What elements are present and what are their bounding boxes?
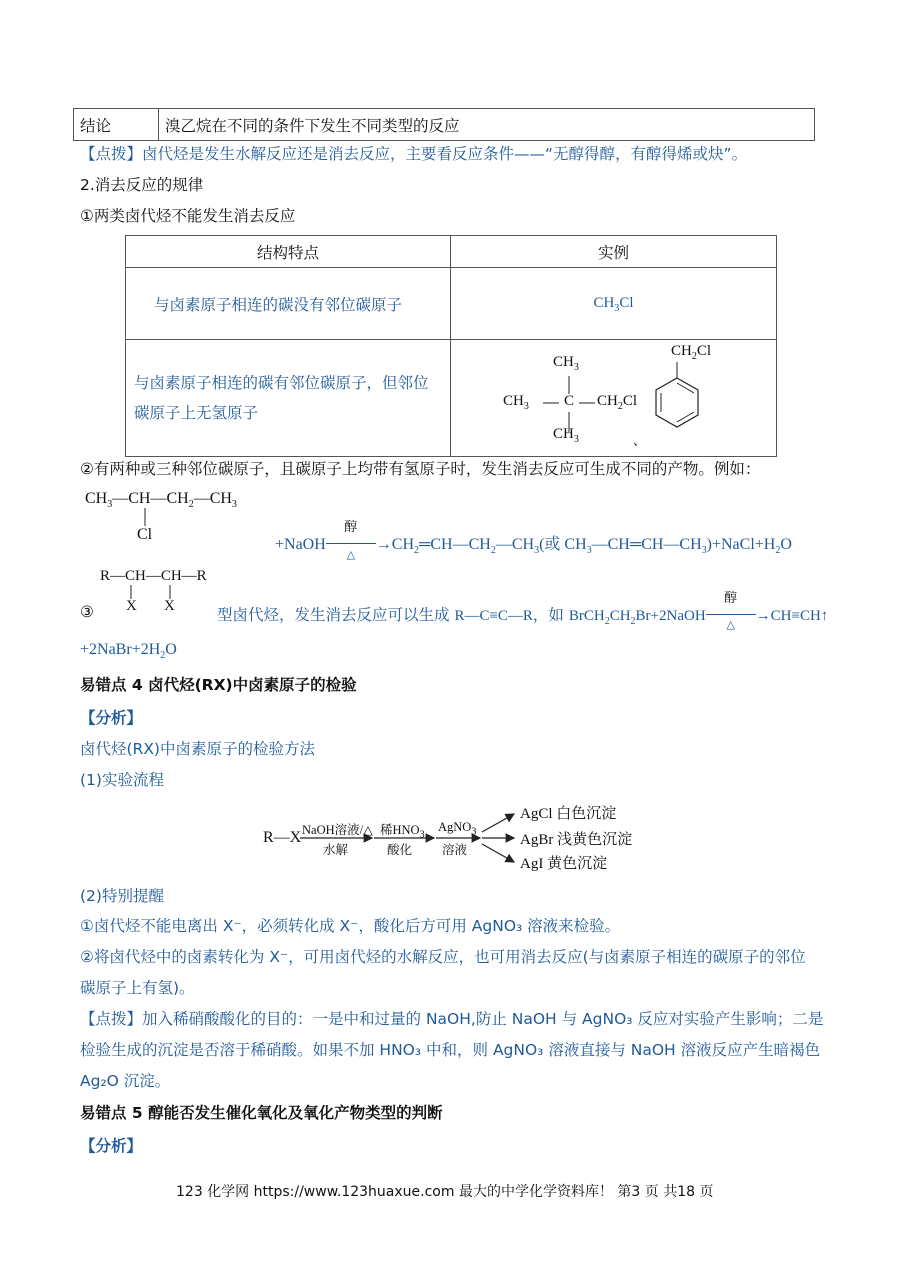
reminder-title: (2)特别提醒 — [80, 887, 164, 905]
flow-step2-bottom: 酸化 — [387, 842, 413, 857]
item-1-title: ①两类卤代烃不能发生消去反应 — [80, 207, 296, 225]
item3-continuation: $+2NaBr+2H_2O$ — [80, 641, 177, 662]
flow-step1-bottom: 水解 — [323, 842, 349, 857]
analysis-tag: 【分析】 — [80, 709, 143, 727]
flow-result-agi: AgI 黄色沉淀 — [520, 856, 608, 872]
reminder-1: ①卤代烃不能电离出 X⁻，必须转化成 X⁻，酸化后方可用 AgNO₃ 溶液来检验。 — [80, 917, 621, 935]
struct-separator: 、 — [633, 434, 647, 449]
rules-table — [125, 235, 777, 457]
reminder-2-line1: ②将卤代烃中的卤素转化为 X⁻，可用卤代烃的水解反应，也可用消去反应(与卤素原子相连的碳原子的邻位 — [80, 948, 806, 966]
section-2-title: 2.消去反应的规律 — [80, 176, 204, 194]
item3-number: ③ — [80, 603, 94, 621]
tip-1 — [80, 142, 747, 164]
rules-row2-feature: 与卤素原子相连的碳有邻位碳原子，但邻位 碳原子上无氢原子 — [126, 340, 451, 457]
item3-struct-main: R—CH—CH—R — [100, 568, 207, 584]
flow-step1-top: NaOH溶液/△ — [302, 823, 373, 837]
item3-x-left: X — [126, 598, 137, 614]
point-5-title: 易错点 5 醇能否发生催化氧化及氧化产物类型的判断 — [80, 1104, 443, 1122]
conclusion-table — [73, 108, 815, 141]
flow-step3-top: AgNO$_3$ — [438, 820, 477, 838]
analysis-tag-2: 【分析】 — [80, 1137, 143, 1155]
rules-header-example: 实例 — [451, 236, 777, 268]
tip2-tag: 【点拨】 — [80, 1010, 143, 1028]
item3-x-right: X — [164, 598, 175, 614]
tip-2-line2: 检验生成的沉淀是否溶于稀硝酸。如果不加 HNO₃ 中和，则 AgNO₃ 溶液直接与 NaOH 溶液反应产生暗褐色 — [80, 1041, 821, 1059]
flow-result-agbr: AgBr 浅黄色沉淀 — [520, 832, 633, 848]
flow-result-agcl: AgCl 白色沉淀 — [520, 806, 617, 822]
tip-2-line1: 【点拨】加入稀硝酸酸化的目的：一是中和过量的 NaOH,防止 NaOH 与 AgNO₃ 反应对实验产生影响；二是 — [80, 1010, 824, 1028]
benzyl-ch2cl: $CH_2Cl$ — [671, 343, 712, 362]
conclusion-label: 结论 — [74, 109, 159, 141]
item-2-text: ②有两种或三种邻位碳原子，且碳原子上均带有氢原子时，发生消去反应可生成不同的产物。例如： — [80, 460, 761, 478]
rules-row1-feature: 与卤素原子相连的碳没有邻位碳原子 — [126, 268, 451, 340]
reaction1-reactant: $CH_3—CH—CH_2—CH_3$ — [85, 490, 237, 511]
flow-start: R—X — [263, 829, 302, 846]
rules-row1-example: $CH_3Cl$ — [451, 268, 777, 340]
item3-text: 型卤代烃，发生消去反应可以生成 R—C≡C—R，如 $BrCH_2CH_2Br+2NaOH$ 醇 △ →CH≡CH↑ — [217, 591, 829, 631]
flow-step2-top: 稀$HNO_3$ — [380, 823, 425, 841]
tip-tag: 【点拨】 — [80, 145, 143, 163]
rules-row2-example — [451, 340, 777, 457]
flow-step3-bottom: 溶液 — [442, 842, 468, 857]
reaction1-bond — [144, 508, 148, 526]
page-footer: 123 化学网 https://www.123huaxue.com 最大的中学化学资料库！ 第3 页 共18 页 — [176, 1184, 714, 1200]
struct-bottom-ch3: $CH_3$ — [553, 426, 579, 445]
method-title: 卤代烃(RX)中卤素原子的检验方法 — [80, 740, 315, 758]
reminder-2-line2: 碳原子上有氢)。 — [80, 979, 195, 997]
struct-top-ch3: $CH_3$ — [553, 354, 579, 373]
tip-2-line3: Ag₂O 沉淀。 — [80, 1072, 171, 1090]
point-4-title: 易错点 4 卤代烃(RX)中卤素原子的检验 — [80, 676, 357, 694]
benzene-ring-icon — [647, 360, 707, 440]
tip-text: 卤代烃是发生水解反应还是消去反应，主要看反应条件——“无醇得醇，有醇得烯或炔”。 — [142, 145, 748, 163]
struct-left-ch3: $CH_3$ — [503, 393, 529, 412]
conclusion-text: 溴乙烷在不同的条件下发生不同类型的反应 — [159, 109, 815, 141]
struct-right-ch2cl: $CH_2Cl$ — [597, 393, 638, 412]
reaction1-equation: +NaOH 醇 △ $\to CH_2═CH—CH_2—CH_3$(或 $CH_3—CH═CH—CH_3)+NaCl+H_2O$ — [275, 520, 792, 561]
struct-center-c: C — [564, 393, 575, 409]
rules-header-feature: 结构特点 — [126, 236, 451, 268]
flow-title: (1)实验流程 — [80, 771, 164, 789]
reaction1-cl: Cl — [137, 526, 153, 543]
